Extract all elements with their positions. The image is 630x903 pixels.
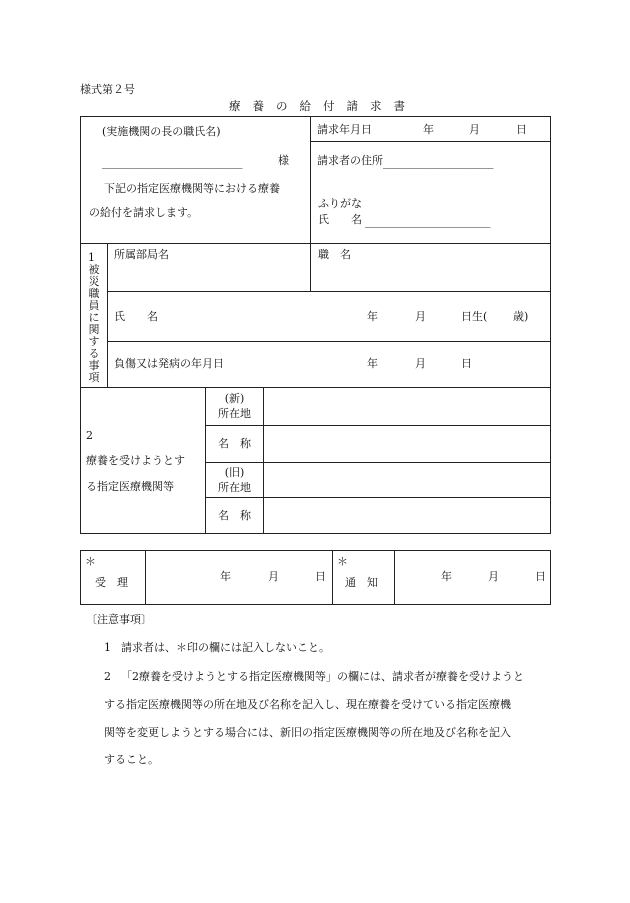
received-month: 月 — [268, 570, 279, 583]
requester-name-blank[interactable]: _________________________ — [365, 215, 490, 228]
injury-day[interactable]: 日 — [461, 357, 472, 370]
new-mark: (新) — [224, 392, 245, 405]
age-suffix: 歳) — [513, 310, 529, 323]
birth-month[interactable]: 月 — [415, 310, 426, 323]
asterisk-received: ＊ — [85, 555, 96, 568]
form-title: 療養の給付請求書 — [229, 99, 417, 113]
old-location-label: 所在地 — [218, 481, 251, 494]
note2-line3: 関等を変更しようとする場合には、新旧の指定医療機関等の所在地及び名称を記入 — [104, 726, 511, 739]
note2-line2: する指定医療機関等の所在地及び名称を記入し、現在療養を受けている指定医療機 — [104, 698, 511, 711]
request-date-day[interactable]: 日 — [516, 123, 527, 136]
birth-year[interactable]: 年 — [367, 310, 378, 323]
section2-number: 2 — [86, 429, 93, 442]
address-blank[interactable]: ______________________ — [383, 156, 493, 169]
recipient-name-blank[interactable]: ____________________________ — [102, 156, 242, 169]
request-text-line1: 下記の指定医療機関等における療養 — [104, 182, 280, 195]
request-text-line2: の給付を請求します。 — [89, 206, 199, 219]
sama-label: 様 — [278, 154, 289, 167]
notify-label: 通 知 — [345, 576, 378, 589]
form-number: 様式第２号 — [80, 83, 135, 96]
address-label: 請求者の住所 — [317, 154, 383, 167]
section2-label-line1: 療養を受けようとす — [86, 454, 185, 467]
recipient-label: (実施機関の長の職氏名) — [102, 125, 221, 138]
injury-year[interactable]: 年 — [367, 357, 378, 370]
requester-name-label: 氏 名 — [318, 213, 362, 226]
note1-text: 請求者は、＊印の欄には記入しないこと。 — [121, 641, 330, 654]
job-title-label: 職 名 — [318, 248, 351, 261]
birth-day-suffix: 日生( — [461, 310, 488, 323]
note1-number: 1 — [104, 641, 111, 654]
notify-year: 年 — [441, 570, 452, 583]
old-mark: (旧) — [224, 466, 245, 479]
received-label: 受 理 — [95, 576, 128, 589]
old-name-label: 名 称 — [218, 509, 251, 522]
note2-number: 2 — [104, 670, 111, 683]
notify-day: 日 — [535, 570, 546, 583]
new-location-label: 所在地 — [218, 407, 251, 420]
note2-line1: 「2療養を受けようとする指定医療機関等」の欄には、請求者が療養を受けようと — [121, 670, 524, 683]
request-date-label: 請求年月日 — [317, 123, 372, 136]
received-day: 日 — [315, 570, 326, 583]
request-date-month[interactable]: 月 — [469, 123, 480, 136]
asterisk-notify: ＊ — [337, 555, 348, 568]
note2-line4: すること。 — [104, 753, 159, 766]
department-label: 所属部局名 — [114, 248, 169, 261]
received-year: 年 — [220, 570, 231, 583]
section2-label-line2: る指定医療機関等 — [86, 480, 174, 493]
notes-heading: 〔注意事項〕 — [86, 613, 152, 626]
employee-name-label: 氏 名 — [114, 310, 158, 323]
injury-date-label: 負傷又は発病の年月日 — [114, 357, 224, 370]
injury-month[interactable]: 月 — [415, 357, 426, 370]
notify-month: 月 — [488, 570, 499, 583]
request-date-year[interactable]: 年 — [423, 123, 434, 136]
section1-number: 1 — [88, 251, 95, 264]
section1-header: 被災職員に関する事項 — [88, 263, 100, 384]
furigana-label: ふりがな — [318, 197, 362, 210]
new-name-label: 名 称 — [218, 437, 251, 450]
